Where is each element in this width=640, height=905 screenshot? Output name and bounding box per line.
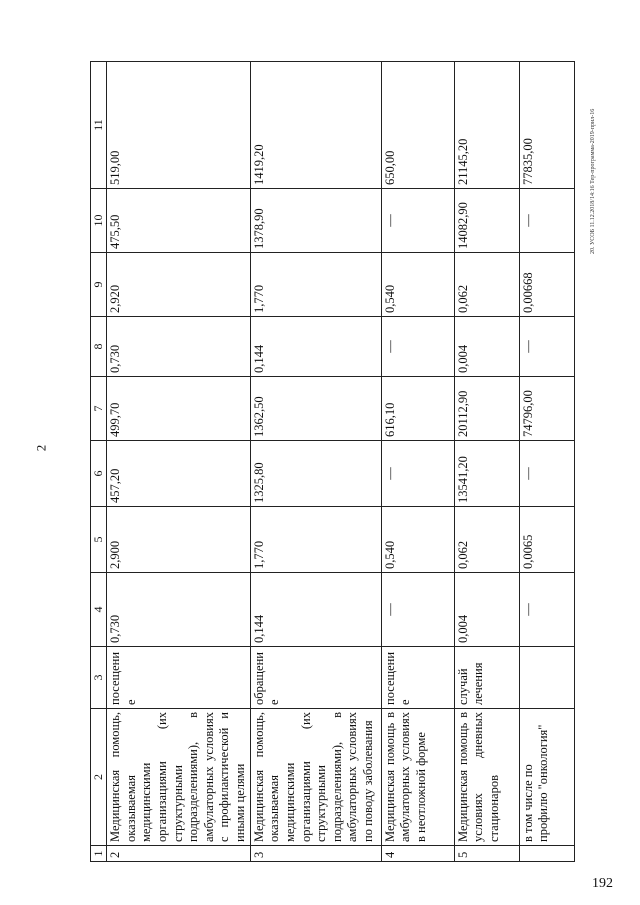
table-row (107, 62, 251, 862)
row-value: 1378,90 (250, 189, 381, 253)
row-value: — (381, 441, 454, 507)
column-header: 3 (91, 647, 107, 709)
row-value: 0,004 (454, 573, 519, 647)
column-header: 11 (91, 62, 107, 189)
row-value: 1419,20 (250, 62, 381, 189)
row-unit: обращение (250, 647, 381, 709)
column-header: 5 (91, 507, 107, 573)
row-number: 5 (454, 846, 519, 862)
column-header: 8 (91, 317, 107, 377)
column-header: 1 (91, 846, 107, 862)
row-value: 0,540 (381, 253, 454, 317)
row-value: — (381, 317, 454, 377)
table-row (454, 62, 519, 862)
row-value: 650,00 (381, 62, 454, 189)
row-value: 13541,20 (454, 441, 519, 507)
row-value: 0,0065 (519, 507, 574, 573)
column-number-row (91, 62, 107, 862)
page-footer-number: 192 (592, 876, 613, 891)
row-unit: случай лечения (454, 647, 519, 709)
row-unit: посещение (381, 647, 454, 709)
table-row (519, 62, 574, 862)
row-unit: посещение (107, 647, 251, 709)
row-number: 3 (250, 846, 381, 862)
row-value: 0,00668 (519, 253, 574, 317)
row-name: Медицинская помощь в амбулаторных условиях в неотложной форме (381, 709, 454, 846)
row-value: 457,20 (107, 441, 251, 507)
row-value: 1,770 (250, 507, 381, 573)
row-name: Медицинская помощь, оказываемая медицинскими организациями (их структурными подразделениями), в амбулаторных условиях по поводу заболевания (250, 709, 381, 846)
row-value: 475,50 (107, 189, 251, 253)
row-value: 0,004 (454, 317, 519, 377)
row-value: 0,730 (107, 573, 251, 647)
column-header: 10 (91, 189, 107, 253)
row-unit (519, 647, 574, 709)
row-value: 1362,50 (250, 377, 381, 441)
row-value: 0,062 (454, 507, 519, 573)
row-value: — (519, 317, 574, 377)
tariff-table (90, 61, 575, 862)
row-value: 0,144 (250, 317, 381, 377)
row-value: 74796,00 (519, 377, 574, 441)
row-value: 2,900 (107, 507, 251, 573)
row-value: — (381, 189, 454, 253)
column-header: 4 (91, 573, 107, 647)
row-value: — (519, 441, 574, 507)
row-value: — (519, 573, 574, 647)
row-value: 0,144 (250, 573, 381, 647)
table-row (250, 62, 381, 862)
row-name: Медицинская помощь, оказываемая медицинскими организациями (их структурными подразделениями), в амбулаторных условиях с профилактической и иными целями (107, 709, 251, 846)
row-value: — (381, 573, 454, 647)
row-name: в том числе по профилю "онкология" (519, 709, 574, 846)
column-header: 9 (91, 253, 107, 317)
table-row (381, 62, 454, 862)
row-name: Медицинская помощь в условиях дневных стационаров (454, 709, 519, 846)
row-value: 1,770 (250, 253, 381, 317)
row-number (519, 846, 574, 862)
row-value: 77835,00 (519, 62, 574, 189)
column-header: 7 (91, 377, 107, 441)
row-value: 14082,90 (454, 189, 519, 253)
row-number: 2 (107, 846, 251, 862)
row-value: 0,062 (454, 253, 519, 317)
row-value: — (519, 189, 574, 253)
rotated-sheet (90, 22, 610, 862)
row-value: 0,730 (107, 317, 251, 377)
row-value: 0,540 (381, 507, 454, 573)
row-value: 616,10 (381, 377, 454, 441)
row-value: 1325,80 (250, 441, 381, 507)
row-value: 519,00 (107, 62, 251, 189)
page-number: 2 (33, 444, 49, 452)
row-value: 21145,20 (454, 62, 519, 189)
row-number: 4 (381, 846, 454, 862)
row-value: 499,70 (107, 377, 251, 441)
document-footer-code: 20. УСОБ 11.12.2018/14:16 Тер-программа-2019-прил-16 (590, 108, 596, 254)
column-header: 2 (91, 709, 107, 846)
row-value: 20112,90 (454, 377, 519, 441)
row-value: 2,920 (107, 253, 251, 317)
column-header: 6 (91, 441, 107, 507)
